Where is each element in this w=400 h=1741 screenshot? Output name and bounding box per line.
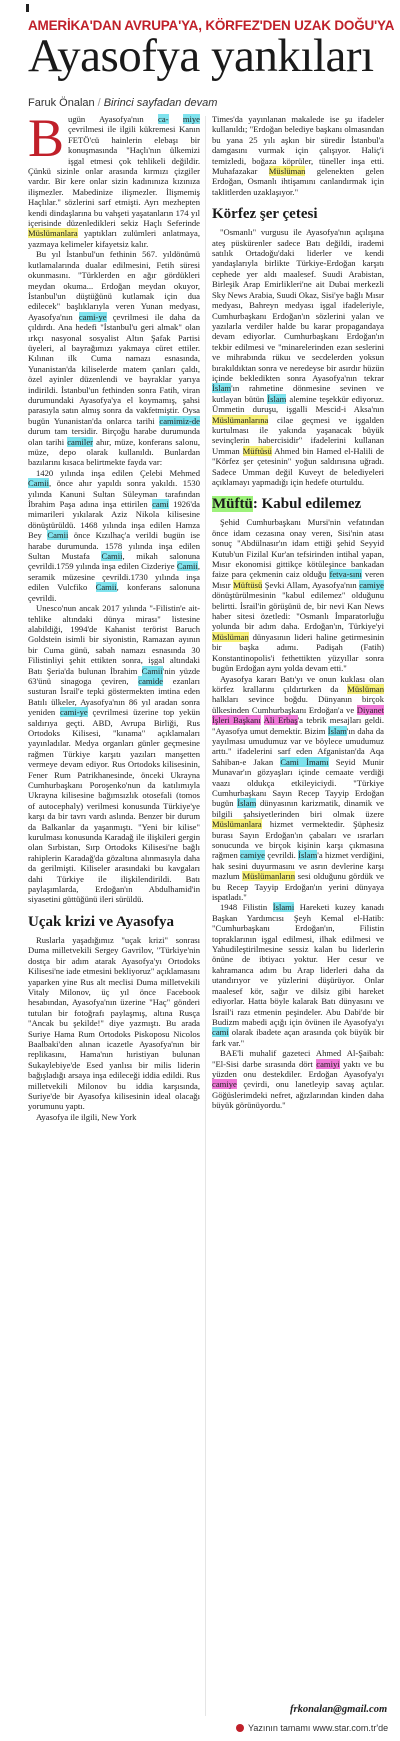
paragraph: Unesco'nun ancak 2017 yılında "-Filistin'e ait- tehlike altındaki dünya mirası" listesine alabildiği, 1994'de Kahanist terörist Baruch Goldstein isimli bir siyonistin, Ramazan ayının bir Cuma günü, sabah namazı esnasında 30 Filistinliyi şehit ettikten sonra, işgal altındaki Batı Şeria'da bulunan İbrahim Camii'nin yüzde 63'ünü sinagoga çeviren, camide ezanları susturan İsrail'e tepki göstermekten imtina eden Batılı ülkeler, Ayasofya'nın 86 yıl aradan sonra yeniden cami-ye çevrilmesi üzerine top yekün saldırıya geçti. ABD, Avrupa Birliği, Rus Ortodoks Kilisesi, "kınama" açıklamaları yayınladılar. Medya organları günler geçmesine rağmen Türkiye karşıtı yazıları manşetten vermeye devam ediyor. Rus Ortodoks kilisesinin, Fener Rum Patrikhanesinde, önceki Ukrayna Cumhurbaşkanı Poroşenko'nun da katılımıyla Ukrayna kilisesine bağımsızlık otosefali (tomos of autocephaly) verilmesi konusunda Türkiye'ye karşı da bir tavrı vardı aslında. Benzer bir durum da Balkanlar da yaşanmıştı. "Yeni bir kilise" kurulması konusunda Karadağ ile ilişkileri gergin olan Sırbistan, Sırp Ortodoks Kilisesi'ne bağlı rahiplerin Karadağ'da gözaltına alınmasıyla daha da gerilmişti. Kiliseler arasındaki bu kavgaları dahi Türkiye ile ilişkilendirildi. Batı paylaşımlarda, Erdoğan'ın Abdulhamid'in siyasetini güttüğünü ileri sürüldü. [28, 603, 200, 905]
byline: Faruk Önalan / Birinci sayfadan devam [28, 97, 218, 109]
byline-author: Faruk Önalan [28, 97, 95, 109]
article-headline: Ayasofya yankıları [28, 30, 374, 82]
footer-text: Yazının tamamı www.star.com.tr'de [248, 1723, 389, 1733]
paragraph: BAE'li muhalif gazeteci Ahmed Al-Şaibah: "El-Sisi darbe sırasında dört camiyi yaktı ve bu yüzden onu destekdiler. Erdoğan Ayasofya'yı camiye çevirdi, onu lanetleyip savaş açtılar. Göğüslerimdeki nefret, ağızlarından kinden daha büyük görünüyordu." [212, 1048, 384, 1111]
dropcap: B [28, 114, 65, 168]
paragraph: Ruslarla yaşadığımız "uçak krizi" sonrası Duma milletvekili Sergey Gavrilov, "Türkiye'nin dostça bir adım atarak Ayasofya'yı Ortodoks Kilisesi'ne iade etmesini bekliyoruz" açıklamasını yaparken yine Rus alt meclisi Duma milletvekili Vitaly Milonov, üç yıl önce Facebook hesabından, Ayasofya'nın üzerine "Haç" gönderi tutulan bir fotoğrafı paylaşmış, altına Rusça "Ancak bu şekilde!" diye yazmıştı. Bu arada Suriye Hama Rum Ortodoks Piskoposu Nicolos Baalbaki'den alınan icazetle Ayasofya'nın bir replikasını, Hama'nın hıristiyan bulunan Sukaylebiye'de Esed yanlısı bir milis liderin bağışladığı arsaya inşa edileceği iddia edildi. Rus milletvekili Milonov bu iddia karşısında, Suriye'de bir Ayasofya kilisesinin ideal olacağı yorumunu yaptı. [28, 934, 200, 1112]
paragraph: Times'da yayınlanan makalede ise şu ifadeler kullanıldı; "Erdoğan belediye başkanı olmasından bu yana 25 yılı aşkın bir süredir İstanbul'a damgasını vurmak için çalışıyor. Haliç'i temizledi, boğaza köprüler, tüneller inşa etti. Muhafazakar Müslüman gelenekten gelen Erdoğan, Osmanlı ihtişamını canlandırmak için taklitlerden uzaklaşıyor." [212, 114, 384, 197]
article-column-right [212, 114, 384, 1714]
clip-marker-icon [26, 4, 29, 12]
paragraph: Bu yıl İstanbul'un fethinin 567. yıldönümü kutlamalarında dualar edilmesini, Fetih süresi okunmasını. "Türklerden en ağır gördükleri meydan okuma... Erdoğan meydan okuyor, İstanbul'un düştüğünü kutlamak için dua edilecek" başlıklarıyla veren Yunan medyası, Ayasofya'nın cami-ye çevrilmesi ile daha da çıldırdı. Ana hedefi "İstanbul'u geri almak" olan ırkçı nasyonal sosyalist Altın Şafak Partisi üyeleri, al bayrağımızı yakmaya cüret ettiler. Kılınan ilk Cuma namazı esnasında, Yunanistan'da kiliselerde matem çanları çaldı, özel ayinler düzenlendi ve bayraklar yarıya indirildi. İstanbul'un fethinden sonra Fatih, viran durumundaki Ayasofya'ya el koymamış, şahsi parasıyla satın almış sonra da vakfetmiştir. Oysa bugün Yunanistan'da onlarca tarihi camimiz-de durum tam tersidir. Birçoğu harabe durumunda olan tarihi camiler ahır, müze, konferans salonu, müze, depo olarak kullanıldı. Bunlardan bazılarını kısaca belirtmekte fayda var: [28, 249, 200, 468]
footer-note [236, 1723, 388, 1733]
paragraph: Ayasofya kararı Batı'yı ve onun kuklası olan körfez krallarını çıldırtırken da Müslüman halkları sevince boğdu. Dünyanın birçok ülkesinden Cumhurbaşkanı Erdoğan'a ve Diyanet İşleri Başkanı Ali Erbaş'a tebrik mesajları geldi. "Ayasofya umut demektir. Bizim İslam'ın daha da yayılması umudumuz var ve böylece umudumuz arttı." ifadelerini sarf eden Afganistan'da Aqa Sahiban-e Jakan Cami İmamı Seyid Munir Munavar'ın gözyaşları içinde cemaate verdiği vaazı oldukça etkileyiciydi. "Türkiye Cumhurbaşkanı Sayın Recep Tayyip Erdoğan bugün İslam dünyasının karizmatik, dinamik ve bilgili şahsiyetlerinden biri olmak üzere Müslümanlara hizmet vermektedir. Şüphesiz burası Sayın Erdoğan'ın çabaları ve ısrarları sonucunda ve birçok kişinin karşı çıkmasına rağmen camiye çevrildi. İslam'a hizmet verdiğini, hak sesini duyurmasını ve asrın devlerine karşı mazlum Müslümanların sesi olduğunu gördük ve bu Recep Tayyip Erdoğan'ın yerini dünyaya ispatladı." [212, 673, 384, 903]
article-column-left [28, 114, 200, 1714]
paragraph: Bugün Ayasofya'nın ca- miye çevrilmesi ile ilgili kükremesi Kanın FETÖ'cü hainlerin elebaşı bir konuşmasında "Haçlı'nın ülkemizi işgal etmesi çok tehlikeli değildir. Çünkü sizinle onlar arasında kırmızı çizgiler vardır. Bir kere onlar sizin kadınınıza kızınıza ilişmezler. Mabedinize ilişmezler. İlişmemiş Haçlılar." sözlerini sarf etmişti. Ayrı mezhepten kendi dindaşlarına bu vahşeti yaşatanların 174 yıl içerisinde düzenledikleri sekiz Haçlı Seferinde Müslümanlara yaptıkları zulümleri anlatmaya, yazmaya kelimeler kifayetsiz kalır. [28, 114, 200, 249]
clip-header [0, 0, 400, 12]
bullet-icon [236, 1724, 244, 1732]
paragraph: 1948 Filistin İslami Hareketi kuzey kanadı Başkan Yardımcısı Şeyh Kemal el-Hatib: "Cumhurbaşkanı Erdoğan'ın, Filistin topraklarının işgal edilmesi, ilhak edilmesi ve Yahudileştirilmesine sessiz kalan bu liderlerin önüne de ibtiyacı yoktur. Her cesur ve kahramanca adım bu Arap liderleri daha da utandırıyor ve yüzlerini düşürüyor. Onlar maalesef kör, sağır ve dilsiz gibi hareket ediyorlar. Hatta böyle kalarak Batı dünyasını ve İsrail'i razı etmenin peşindeler. Abu Dabi'de bir Budizm mabedi açığı için övünen ile Ayasofya'yı cami olarak ibadete açan arasında çok büyük bir fark var." [212, 902, 384, 1048]
paragraph: Şehid Cumhurbaşkanı Mursi'nin vefatından önce idam cezasına onay veren, Sisi'nin atası sonuç "Abdülnasır'ın idam ettiği şehid Seyyid Kutub'un Fizilal Kur'an tefsirinden intihal yapan, Mısır ekonomisi gittikçe kötüleşince bankadan faize para çekmenin caiz olduğu fetva-sını veren Mısır Müftüsü Şevki Allam, Ayasofya'nın camiye dönüştürülmesinin "kabul edilemez" olduğunu belirtti. İsrail'in görüşünü de, bir nevi Kan News haber sitesi özetledi: "Osmanlı İmparatorluğu yolunda bir adım daha. Erdoğan'ın, Türkiye'yi Müslüman dünyasının lideri haline getirmesinin bir başka adımı. Padişah (Fatih) Konstantinopolis'i fethettikten yüzyıllar sonra bugün Erdoğan aynı yolda devam etti." [212, 517, 384, 674]
paragraph: 1420 yılında inşa edilen Çelebi Mehmed Camii, önce ahır yapıldı sonra yakıldı. 1530 yılında Kanuni Sultan Süleyman tarafından İbrahim Paşa adına inşa ettirilen cami 1926'da mimarileri yıkılarak Aziz Nikola kilisesine dönüştürüldü. 1468 yılında inşa edilen Hamza Bey Camii önce Kızılhaç'a verildi bugün ise harabe durumunda. 1578 yılında inşa edilen Sultan Mustafa Camii, mikah salonuna çevrildi.1759 yılında inşa edilen Cizderiye Camii, seramik müzesine çevrildi.1730 yılında inşa edilen Vulcfiko Camii, konferans salonuna çevrildi. [28, 467, 200, 603]
subheading: Müftü: Kabul edilemez [212, 496, 362, 513]
subheading: Körfez şer çetesi [212, 206, 318, 223]
paragraph: Ayasofya ile ilgili, New York [36, 1111, 137, 1122]
byline-note: Birinci sayfadan devam [103, 97, 218, 109]
column-divider [205, 116, 206, 1716]
kicker-headline: AMERİKA'DAN AVRUPA'YA, KÖRFEZ'DEN UZAK DOĞU'YA [28, 18, 395, 33]
author-email: frkonalan@gmail.com [290, 1704, 388, 1715]
paragraph: "Osmanlı" vurgusu ile Ayasofya'nın açılışına ateş püskürenler sadece Batı değildi, irademi satılık Ortadoğu'daki liderler ve kendi yandaşlarıyla birlikte Türkiye-Erdoğan karşıtı cephede yer aldı maalesef. Suudi Arabistan, Birleşik Arap Emirlikleri'ne ait Dubai merkezli Sky News Arabia, Suudi Okaz, Sisi'ye bağlı Mısır medyası, Bahreyn medyası işgal ifadeleriyle, Cumhurbaşkanı Erdoğan'ın sözlerini yalan ve yazılarla verdiler halde bu karar propagandaya devam ediyorlar. Cumhurbaşkanı Erdoğan'ın tekbir edilmesi ve "minarelerinden ezan seslerini ve mihrabında rükuı ve secdelerden yoksun bırakıldıktan sonra ve neredeyse bir asırdır hüzün içinde bekledikten sonra Ayasofya'nın tekrar İslam'ın rahmetine dönmesine sevinen ve kutlayan bütün İslam alemine teşekkür ediyoruz. Ümmetin duruşu, işgalli Mescid-i Aksa'nın Müslümanlarına cilae geçmesi ve işgalden kurtulması ile yakında yaşanacak büyük sevinçlerin habercisidir" ifadelerini kullanan Umman Müftüsü Ahmed bin Hamed el-Halili de "Körfez şer çetesinin" yoğun saldırısına uğradı. Sadece Umman değil Kuveyt de belediyeleri açıklamayı yapmadığı için hedefe oturtuldu. [212, 227, 384, 487]
subheading: Uçak krizi ve Ayasofya [28, 913, 174, 930]
